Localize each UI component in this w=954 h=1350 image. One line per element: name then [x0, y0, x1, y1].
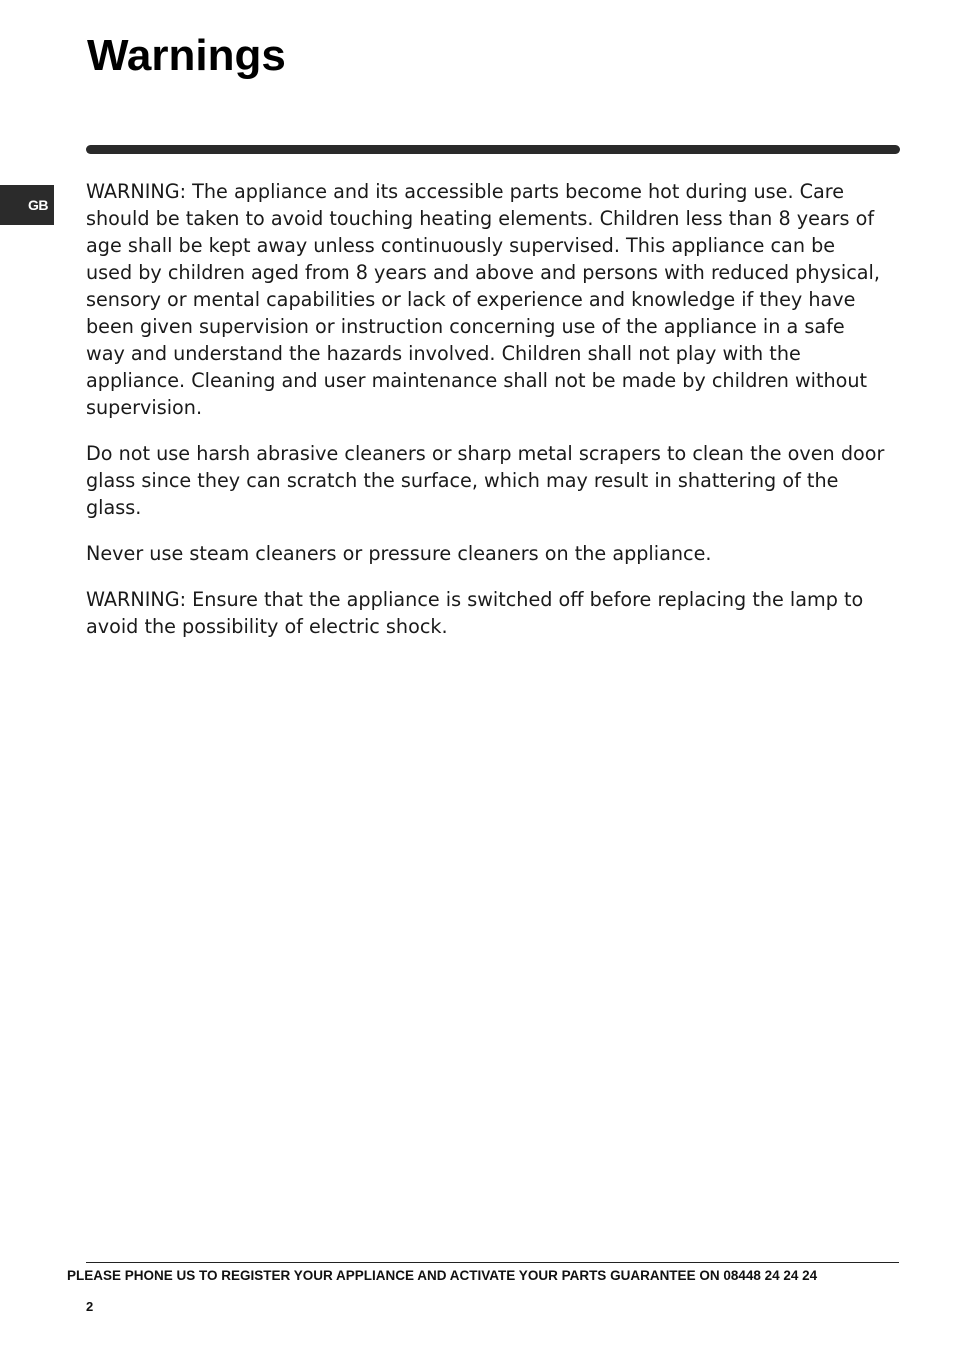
- footer-registration-note: PLEASE PHONE US TO REGISTER YOUR APPLIANCE AND ACTIVATE YOUR PARTS GUARANTEE ON 08448 24 24 24: [67, 1268, 818, 1283]
- title-divider: [86, 145, 900, 154]
- warning-paragraph-hot-parts: WARNING: The appliance and its accessible parts become hot during use. Care should be taken to avoid touching heating elements. Children less than 8 years of age shall be kept away unless continuously supervised. This appliance can be used by children aged from 8 years and above and persons with reduced physical, sensory or mental capabilities or lack of experience and knowledge if they have been given supervision or instruction concerning use of the appliance in a safe way and understand the hazards involved. Children shall not play with the appliance. Cleaning and user maintenance shall not be made by children without supervision.: [86, 180, 880, 419]
- footer-divider: [86, 1262, 899, 1263]
- language-tab: GB: [0, 185, 54, 225]
- page-number: 2: [86, 1299, 94, 1314]
- warning-paragraph-abrasive-cleaners: Do not use harsh abrasive cleaners or sharp metal scrapers to clean the oven door glass since they can scratch the surface, which may result in shattering of the glass.: [86, 442, 885, 519]
- warning-paragraph-lamp-replacement: WARNING: Ensure that the appliance is switched off before replacing the lamp to avoid the possibility of electric shock.: [86, 588, 864, 638]
- warnings-body: [86, 178, 886, 659]
- warning-paragraph-steam-cleaners: Never use steam cleaners or pressure cleaners on the appliance.: [86, 542, 712, 565]
- page-title: Warnings: [87, 31, 286, 80]
